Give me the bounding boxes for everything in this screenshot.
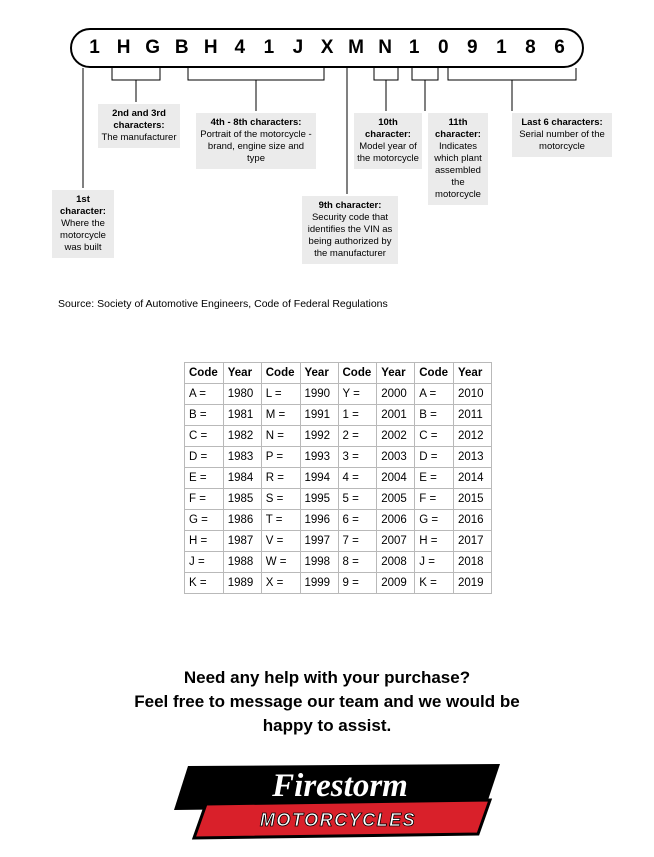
cell-code: 6 =: [338, 510, 377, 531]
cell-year: 1996: [300, 510, 338, 531]
cell-code: 4 =: [338, 468, 377, 489]
table-row: [185, 426, 492, 447]
cell-year: 2002: [377, 426, 415, 447]
cell-code: X =: [261, 573, 300, 594]
cell-code: P =: [261, 447, 300, 468]
vin-char: J: [292, 37, 304, 58]
table-row: [185, 552, 492, 573]
table-row: [185, 531, 492, 552]
callout-body: Where the motorcycle was built: [60, 218, 106, 253]
table-row: [185, 489, 492, 510]
column-header: Year: [454, 363, 492, 384]
vin-char: M: [348, 37, 364, 58]
cell-code: L =: [261, 384, 300, 405]
cell-code: T =: [261, 510, 300, 531]
vin-char: 1: [263, 37, 275, 58]
column-header: Year: [377, 363, 415, 384]
cell-year: 1984: [223, 468, 261, 489]
cell-code: S =: [261, 489, 300, 510]
cell-year: 2012: [454, 426, 492, 447]
cell-year: 2005: [377, 489, 415, 510]
column-header: Year: [300, 363, 338, 384]
cell-code: 7 =: [338, 531, 377, 552]
cell-year: 1985: [223, 489, 261, 510]
cell-year: 2000: [377, 384, 415, 405]
cell-code: J =: [415, 552, 454, 573]
callout-last-6-characters: [512, 113, 612, 157]
column-header: Code: [415, 363, 454, 384]
cell-code: 1 =: [338, 405, 377, 426]
cell-year: 1980: [223, 384, 261, 405]
cell-year: 2008: [377, 552, 415, 573]
callout-4th-8th-characters: [196, 113, 316, 169]
column-header: Code: [261, 363, 300, 384]
column-header: Year: [223, 363, 261, 384]
cell-year: 1999: [300, 573, 338, 594]
cell-year: 2013: [454, 447, 492, 468]
callout-11th-character: [428, 113, 488, 205]
column-header: Code: [338, 363, 377, 384]
cell-code: D =: [185, 447, 224, 468]
firestorm-motorcycles-logo: [172, 762, 502, 842]
cell-code: Y =: [338, 384, 377, 405]
cell-code: F =: [415, 489, 454, 510]
logo-subtitle-text: MOTORCYCLES: [259, 810, 417, 830]
callout-2nd-3rd-characters: [98, 104, 180, 148]
callout-title: 9th character:: [318, 200, 382, 211]
cell-year: 1995: [300, 489, 338, 510]
vin-char: H: [203, 37, 218, 58]
cell-code: 9 =: [338, 573, 377, 594]
vin-number-bar: [70, 28, 584, 68]
help-line-3: happy to assist.: [262, 716, 392, 735]
cell-year: 1981: [223, 405, 261, 426]
cell-year: 1988: [223, 552, 261, 573]
vin-char: 1: [496, 37, 507, 58]
cell-code: 2 =: [338, 426, 377, 447]
vin-char: B: [174, 37, 189, 58]
table-row: [185, 405, 492, 426]
year-code-table: [184, 362, 492, 594]
cell-code: G =: [415, 510, 454, 531]
table-row: [185, 447, 492, 468]
vin-char: 0: [437, 37, 449, 58]
table-row: [185, 573, 492, 594]
cell-code: R =: [261, 468, 300, 489]
callout-body: Indicates which plant assembled the motorcycle: [434, 141, 482, 200]
callout-1st-character: [52, 190, 114, 258]
cell-code: B =: [415, 405, 454, 426]
callout-9th-character: [302, 196, 398, 264]
cell-year: 1992: [300, 426, 338, 447]
cell-code: C =: [185, 426, 224, 447]
cell-year: 1991: [300, 405, 338, 426]
cell-year: 2011: [454, 405, 492, 426]
cell-year: 2016: [454, 510, 492, 531]
cell-year: 2006: [377, 510, 415, 531]
cell-year: 1982: [223, 426, 261, 447]
cell-year: 2007: [377, 531, 415, 552]
cell-year: 2004: [377, 468, 415, 489]
vin-char: 1: [89, 37, 100, 58]
help-line-1: Need any help with your purchase?: [183, 668, 471, 687]
cell-code: K =: [415, 573, 454, 594]
table-header-row: [185, 363, 492, 384]
cell-year: 1986: [223, 510, 261, 531]
cell-code: E =: [185, 468, 224, 489]
cell-year: 1983: [223, 447, 261, 468]
cell-year: 2001: [377, 405, 415, 426]
cell-year: 2010: [454, 384, 492, 405]
cell-code: A =: [415, 384, 454, 405]
cell-code: G =: [185, 510, 224, 531]
vin-diagram: [0, 0, 654, 320]
vin-char: X: [320, 37, 334, 58]
help-line-2: Feel free to message our team and we would be: [134, 692, 520, 711]
callout-body: Serial number of the motorcycle: [519, 129, 605, 152]
cell-code: M =: [261, 405, 300, 426]
cell-year: 1990: [300, 384, 338, 405]
vin-char: 1: [408, 37, 420, 58]
cell-year: 2009: [377, 573, 415, 594]
vin-char: 6: [554, 37, 565, 58]
vin-char: 8: [525, 37, 536, 58]
cell-code: E =: [415, 468, 454, 489]
vin-char: 4: [234, 37, 246, 58]
cell-code: 5 =: [338, 489, 377, 510]
callout-title: 10th character:: [365, 117, 411, 140]
cell-code: H =: [185, 531, 224, 552]
vin-char: G: [145, 37, 161, 58]
table-row: [185, 468, 492, 489]
vin-char: N: [378, 37, 393, 58]
logo-brand-text: Firestorm: [272, 768, 408, 804]
callout-title: Last 6 characters:: [521, 117, 603, 128]
callout-body: Security code that identifies the VIN as being authorized by the manufacturer: [307, 212, 393, 259]
cell-year: 2018: [454, 552, 492, 573]
table-row: [185, 384, 492, 405]
cell-code: F =: [185, 489, 224, 510]
callout-10th-character: [354, 113, 422, 169]
cell-code: C =: [415, 426, 454, 447]
callout-title: 1st character:: [60, 194, 106, 217]
vin-char: 9: [467, 37, 478, 58]
cell-year: 1987: [223, 531, 261, 552]
cell-code: N =: [261, 426, 300, 447]
cell-year: 2019: [454, 573, 492, 594]
cell-code: J =: [185, 552, 224, 573]
column-header: Code: [185, 363, 224, 384]
cell-code: V =: [261, 531, 300, 552]
cell-code: B =: [185, 405, 224, 426]
cell-code: A =: [185, 384, 224, 405]
callout-body: Portrait of the motorcycle - brand, engine size and type: [200, 129, 312, 164]
cell-code: 3 =: [338, 447, 377, 468]
cell-year: 1993: [300, 447, 338, 468]
cell-year: 1997: [300, 531, 338, 552]
cell-code: K =: [185, 573, 224, 594]
cell-year: 2015: [454, 489, 492, 510]
cell-year: 2017: [454, 531, 492, 552]
callout-body: The manufacturer: [101, 132, 177, 143]
table-row: [185, 510, 492, 531]
callout-title: 4th - 8th characters:: [210, 117, 302, 128]
cell-code: H =: [415, 531, 454, 552]
cell-year: 2014: [454, 468, 492, 489]
cell-code: 8 =: [338, 552, 377, 573]
help-message: [0, 666, 654, 738]
source-note: Source: Society of Automotive Engineers, Code of Federal Regulations: [58, 298, 388, 310]
vin-char: H: [116, 37, 131, 58]
cell-year: 1998: [300, 552, 338, 573]
callout-title: 2nd and 3rd characters:: [112, 108, 166, 131]
cell-code: D =: [415, 447, 454, 468]
cell-year: 1994: [300, 468, 338, 489]
callout-body: Model year of the motorcycle: [357, 141, 419, 164]
cell-year: 1989: [223, 573, 261, 594]
cell-year: 2003: [377, 447, 415, 468]
cell-code: W =: [261, 552, 300, 573]
callout-title: 11th character:: [435, 117, 481, 140]
